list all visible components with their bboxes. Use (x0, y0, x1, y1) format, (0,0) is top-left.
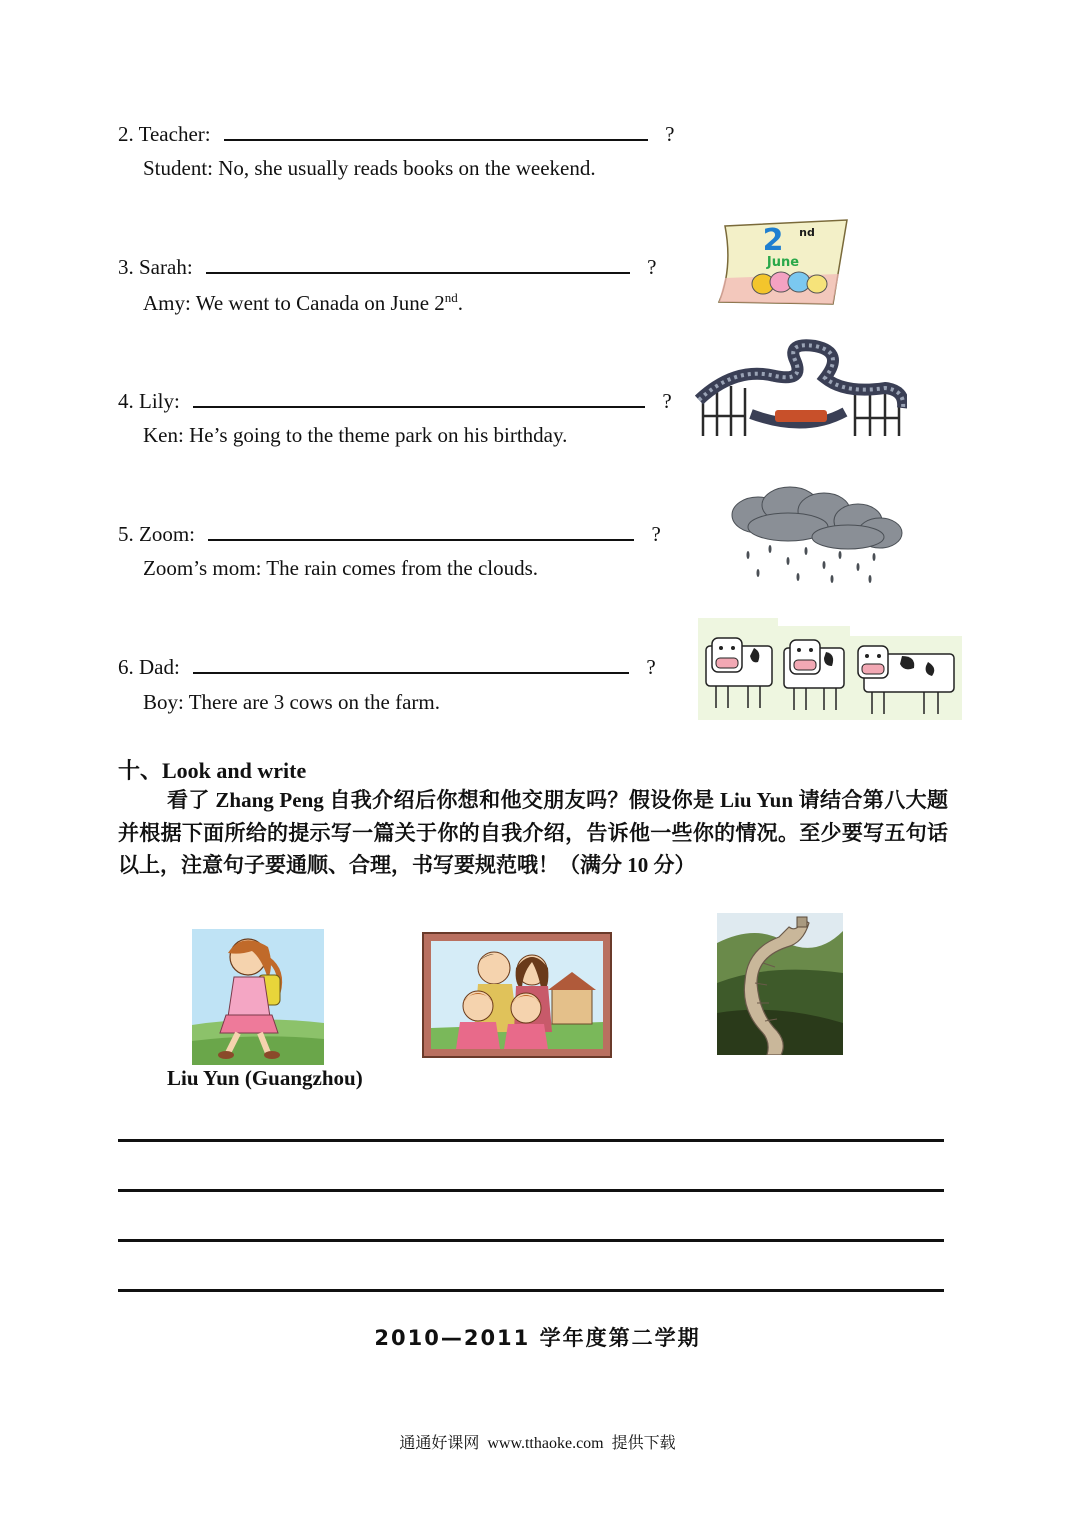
answer-blank[interactable] (206, 256, 630, 274)
question-speaker: Dad: (139, 655, 180, 679)
girl-caption: Liu Yun (Guangzhou) (167, 1066, 363, 1090)
great-wall-image (717, 913, 843, 1055)
family-photo-image (422, 932, 612, 1058)
answer-blank[interactable] (193, 390, 645, 408)
section-title: 十、Look and write (118, 758, 307, 783)
writing-line[interactable] (118, 1189, 944, 1192)
question-number: 2. (118, 122, 134, 146)
cows-image (698, 618, 962, 720)
question-2 (118, 122, 674, 147)
footer-website: 通通好课网 www.tthaoke.com 提供下载 (399, 1435, 676, 1452)
answer-blank[interactable] (193, 656, 629, 674)
answer-line-4: Ken: He’s going to the theme park on his birthday. (143, 423, 568, 447)
question-mark: ? (647, 255, 657, 279)
roller-coaster-image (695, 338, 907, 438)
question-5 (118, 522, 661, 547)
question-mark: ? (665, 122, 675, 146)
writing-line[interactable] (118, 1289, 944, 1292)
question-speaker: Zoom: (139, 522, 195, 546)
question-mark: ? (651, 522, 661, 546)
question-mark: ? (662, 389, 672, 413)
answer-line-6: Boy: There are 3 cows on the farm. (143, 690, 441, 714)
question-6 (118, 655, 656, 680)
question-number: 5. (118, 522, 134, 546)
calendar-day-suffix: nd (799, 226, 815, 239)
question-speaker: Teacher: (138, 122, 211, 146)
question-speaker: Sarah: (139, 255, 193, 279)
writing-line[interactable] (118, 1139, 944, 1142)
question-number: 4. (118, 389, 134, 413)
section-instruction: 看了 Zhang Peng 自我介绍后你想和他交朋友吗？假设你是 Liu Yun 请结合第八大题并根据下面所给的提示写一篇关于你的自我介绍，告诉他一些你的情况。至少要写五句话以上，注意句子要通顺、合理，书写要规范哦！（满分 10 分） (118, 788, 948, 877)
answer-line-3: Amy: We went to Canada on June 2nd. (143, 290, 464, 315)
question-mark: ? (646, 655, 656, 679)
rain-cloud-image (728, 485, 906, 585)
calendar-day: 2 (762, 223, 784, 258)
answer-blank[interactable] (224, 123, 648, 141)
question-4 (118, 389, 672, 414)
question-speaker: Lily: (139, 389, 180, 413)
girl-image (192, 929, 324, 1065)
footer-school-year: 2010—2011 学年度第二学期 (374, 1326, 701, 1350)
calendar-month: June (766, 255, 800, 270)
writing-line[interactable] (118, 1239, 944, 1242)
question-number: 6. (118, 655, 134, 679)
question-3 (118, 255, 656, 280)
question-number: 3. (118, 255, 134, 279)
answer-line-2: Student: No, she usually reads books on the weekend. (143, 156, 596, 180)
calendar-image (715, 218, 853, 310)
answer-blank[interactable] (208, 523, 634, 541)
answer-line-5: Zoom’s mom: The rain comes from the clouds. (143, 556, 539, 580)
